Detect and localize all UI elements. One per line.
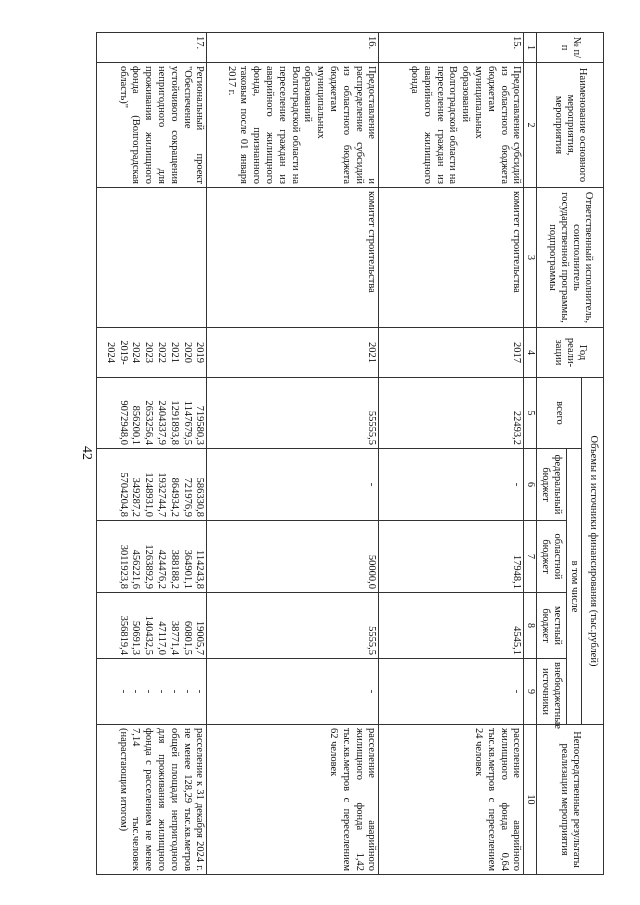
local-cell bbox=[207, 593, 379, 659]
local-value: 47117,0 bbox=[156, 621, 168, 655]
col-number: 2 bbox=[524, 63, 537, 188]
total-cell bbox=[97, 378, 207, 449]
regional-value: 50000,0 bbox=[366, 554, 378, 589]
regional-cell bbox=[379, 521, 524, 593]
local-value: 38771,4 bbox=[168, 620, 180, 655]
extra-value: - bbox=[117, 689, 129, 694]
local-value: 4545,1 bbox=[511, 626, 523, 655]
federal-cell bbox=[97, 449, 207, 521]
activity-name: Предоставление и распределение субсидий из областного бюджета бюджетам муниципальных образований Волгоградской области на переселение граждан из аварийного жилищного фонда, признанного таковым после 01 января 2017 г. bbox=[207, 63, 379, 188]
regional-value: 424476,2 bbox=[156, 549, 168, 589]
total-cell bbox=[207, 378, 379, 449]
page-number: 42 bbox=[79, 446, 94, 460]
total-value: 22493,2 bbox=[511, 410, 523, 445]
extra-value: - bbox=[181, 689, 193, 694]
year-value: 2017 bbox=[511, 342, 523, 363]
result-text: расселение аварийного жилищного фонда 0,64 тыс.кв.метров с переселением 24 человек bbox=[379, 725, 524, 875]
header-year: Год реали-зации bbox=[536, 328, 603, 378]
regional-value: 364901,1 bbox=[181, 549, 193, 589]
rotated-page bbox=[96, 32, 604, 874]
header-results: Непосредственные результаты реализации мероприятия bbox=[536, 725, 603, 875]
table-row bbox=[379, 33, 524, 875]
header-local: местный бюджет bbox=[536, 593, 566, 659]
header-executor: Ответственный исполнитель, соисполнитель государственной программы, подпрограммы bbox=[536, 188, 603, 328]
header-in-that: в том числе bbox=[566, 449, 581, 725]
col-number: 1 bbox=[524, 33, 537, 63]
executor: комитет строительства bbox=[207, 188, 379, 328]
header-funding: Объемы и источники финансирования (тыс.рублей) bbox=[582, 378, 604, 725]
col-number: 3 bbox=[524, 188, 537, 328]
extra-value: - bbox=[143, 689, 155, 694]
local-value: 60801,5 bbox=[181, 620, 193, 655]
total-value: 55555,5 bbox=[366, 410, 378, 445]
col-number: 6 bbox=[524, 449, 537, 521]
local-value: 356819,4 bbox=[117, 615, 129, 655]
total-value: 2404337,9 bbox=[156, 400, 168, 445]
federal-value: 864934,2 bbox=[168, 477, 180, 517]
regional-value: 1263892,9 bbox=[143, 544, 155, 589]
extra-value: - bbox=[156, 689, 168, 694]
year-value: 2023 bbox=[143, 342, 155, 363]
extra-value: - bbox=[194, 689, 206, 694]
regional-value: 456221,6 bbox=[130, 549, 142, 589]
col-number: 5 bbox=[524, 378, 537, 449]
federal-value: 1248931,0 bbox=[143, 472, 155, 517]
row-number: 15. bbox=[379, 33, 524, 63]
extra-cell bbox=[207, 659, 379, 725]
local-value: 19005,7 bbox=[194, 620, 206, 655]
total-value: 1291893,8 bbox=[168, 400, 180, 445]
activity-name: Региональный проект "Обеспечение устойчивого сокращения непригодного для проживания жилищного фонда (Волгоградская область)" bbox=[97, 63, 207, 188]
col-number: 10 bbox=[524, 725, 537, 875]
federal-value: - bbox=[366, 482, 378, 487]
total-value: 719580,3 bbox=[194, 405, 206, 445]
extra-cell bbox=[379, 659, 524, 725]
header-num: № п/п bbox=[536, 33, 603, 63]
year-value: 2021 bbox=[168, 342, 180, 363]
local-value: 50691,3 bbox=[130, 620, 142, 655]
header-extra: внебюджетные источники bbox=[536, 659, 566, 725]
federal-value: - bbox=[511, 482, 523, 487]
result-text: расселение аварийного жилищного фонда 1,42 тыс.кв.метров с переселением 62 человек bbox=[207, 725, 379, 875]
extra-value: - bbox=[168, 689, 180, 694]
federal-value: 586330,8 bbox=[194, 477, 206, 517]
federal-cell bbox=[207, 449, 379, 521]
local-value: 140432,5 bbox=[143, 615, 155, 655]
total-value: 1147679,5 bbox=[181, 400, 193, 445]
total-value: 2653256,4 bbox=[143, 400, 155, 445]
total-cell bbox=[379, 378, 524, 449]
result-text: расселение к 31 декабря 2024 г. не менее 128,29 тыс.кв.метров общей площади непригодного для проживания жилищного фонда с расселением не менее 7,14 тыс.человек (нарастающим итогом) bbox=[97, 725, 207, 875]
local-cell bbox=[379, 593, 524, 659]
local-cell bbox=[97, 593, 207, 659]
executor: комитет строительства bbox=[379, 188, 524, 328]
header-federal: федеральный бюджет bbox=[536, 449, 566, 521]
extra-value: - bbox=[511, 689, 523, 694]
regional-value: 3011923,8 bbox=[117, 544, 129, 589]
header-regional: областной бюджет bbox=[536, 521, 566, 593]
federal-value: 721976,9 bbox=[181, 477, 193, 517]
col-number: 8 bbox=[524, 593, 537, 659]
extra-cell bbox=[97, 659, 207, 725]
total-value: 856200,1 bbox=[130, 405, 142, 445]
col-number: 7 bbox=[524, 521, 537, 593]
regional-cell bbox=[97, 521, 207, 593]
year-value: 2024 bbox=[130, 342, 142, 363]
regional-value: 388188,2 bbox=[168, 549, 180, 589]
year-value: 2020 bbox=[181, 342, 193, 363]
table-container bbox=[96, 32, 604, 874]
year-value: 2022 bbox=[156, 342, 168, 363]
funding-table bbox=[96, 32, 604, 875]
column-numbers-row bbox=[524, 33, 537, 875]
regional-value: 17948,1 bbox=[511, 554, 523, 589]
row-number: 16. bbox=[207, 33, 379, 63]
federal-value: 5704204,8 bbox=[117, 472, 129, 517]
regional-cell bbox=[207, 521, 379, 593]
year-value: 2019 bbox=[194, 342, 206, 363]
total-value: 9072948,0 bbox=[117, 400, 129, 445]
years-cell bbox=[379, 328, 524, 378]
col-number: 9 bbox=[524, 659, 537, 725]
header-name: Наименование основного мероприятия, мероприятия bbox=[536, 63, 603, 188]
years-cell bbox=[97, 328, 207, 378]
extra-value: - bbox=[366, 689, 378, 694]
year-value: 2021 bbox=[366, 342, 378, 363]
regional-value: 114243,8 bbox=[194, 550, 206, 589]
table-row bbox=[207, 33, 379, 875]
years-cell bbox=[207, 328, 379, 378]
col-number: 4 bbox=[524, 328, 537, 378]
federal-value: 349287,2 bbox=[130, 477, 142, 517]
federal-cell bbox=[379, 449, 524, 521]
year-value: 2019-2024 bbox=[104, 340, 129, 365]
federal-value: 1932744,7 bbox=[156, 472, 168, 517]
row-number: 17. bbox=[97, 33, 207, 63]
activity-name: Предоставление субсидий из областного бюджета бюджетам муниципальных образований Волгоградской области на переселение граждан из аварийного жилищного фонда bbox=[379, 63, 524, 188]
executor bbox=[97, 188, 207, 328]
extra-value: - bbox=[130, 689, 142, 694]
table-row bbox=[97, 33, 207, 875]
local-value: 5555,5 bbox=[366, 626, 378, 655]
header-total: всего bbox=[536, 378, 581, 449]
